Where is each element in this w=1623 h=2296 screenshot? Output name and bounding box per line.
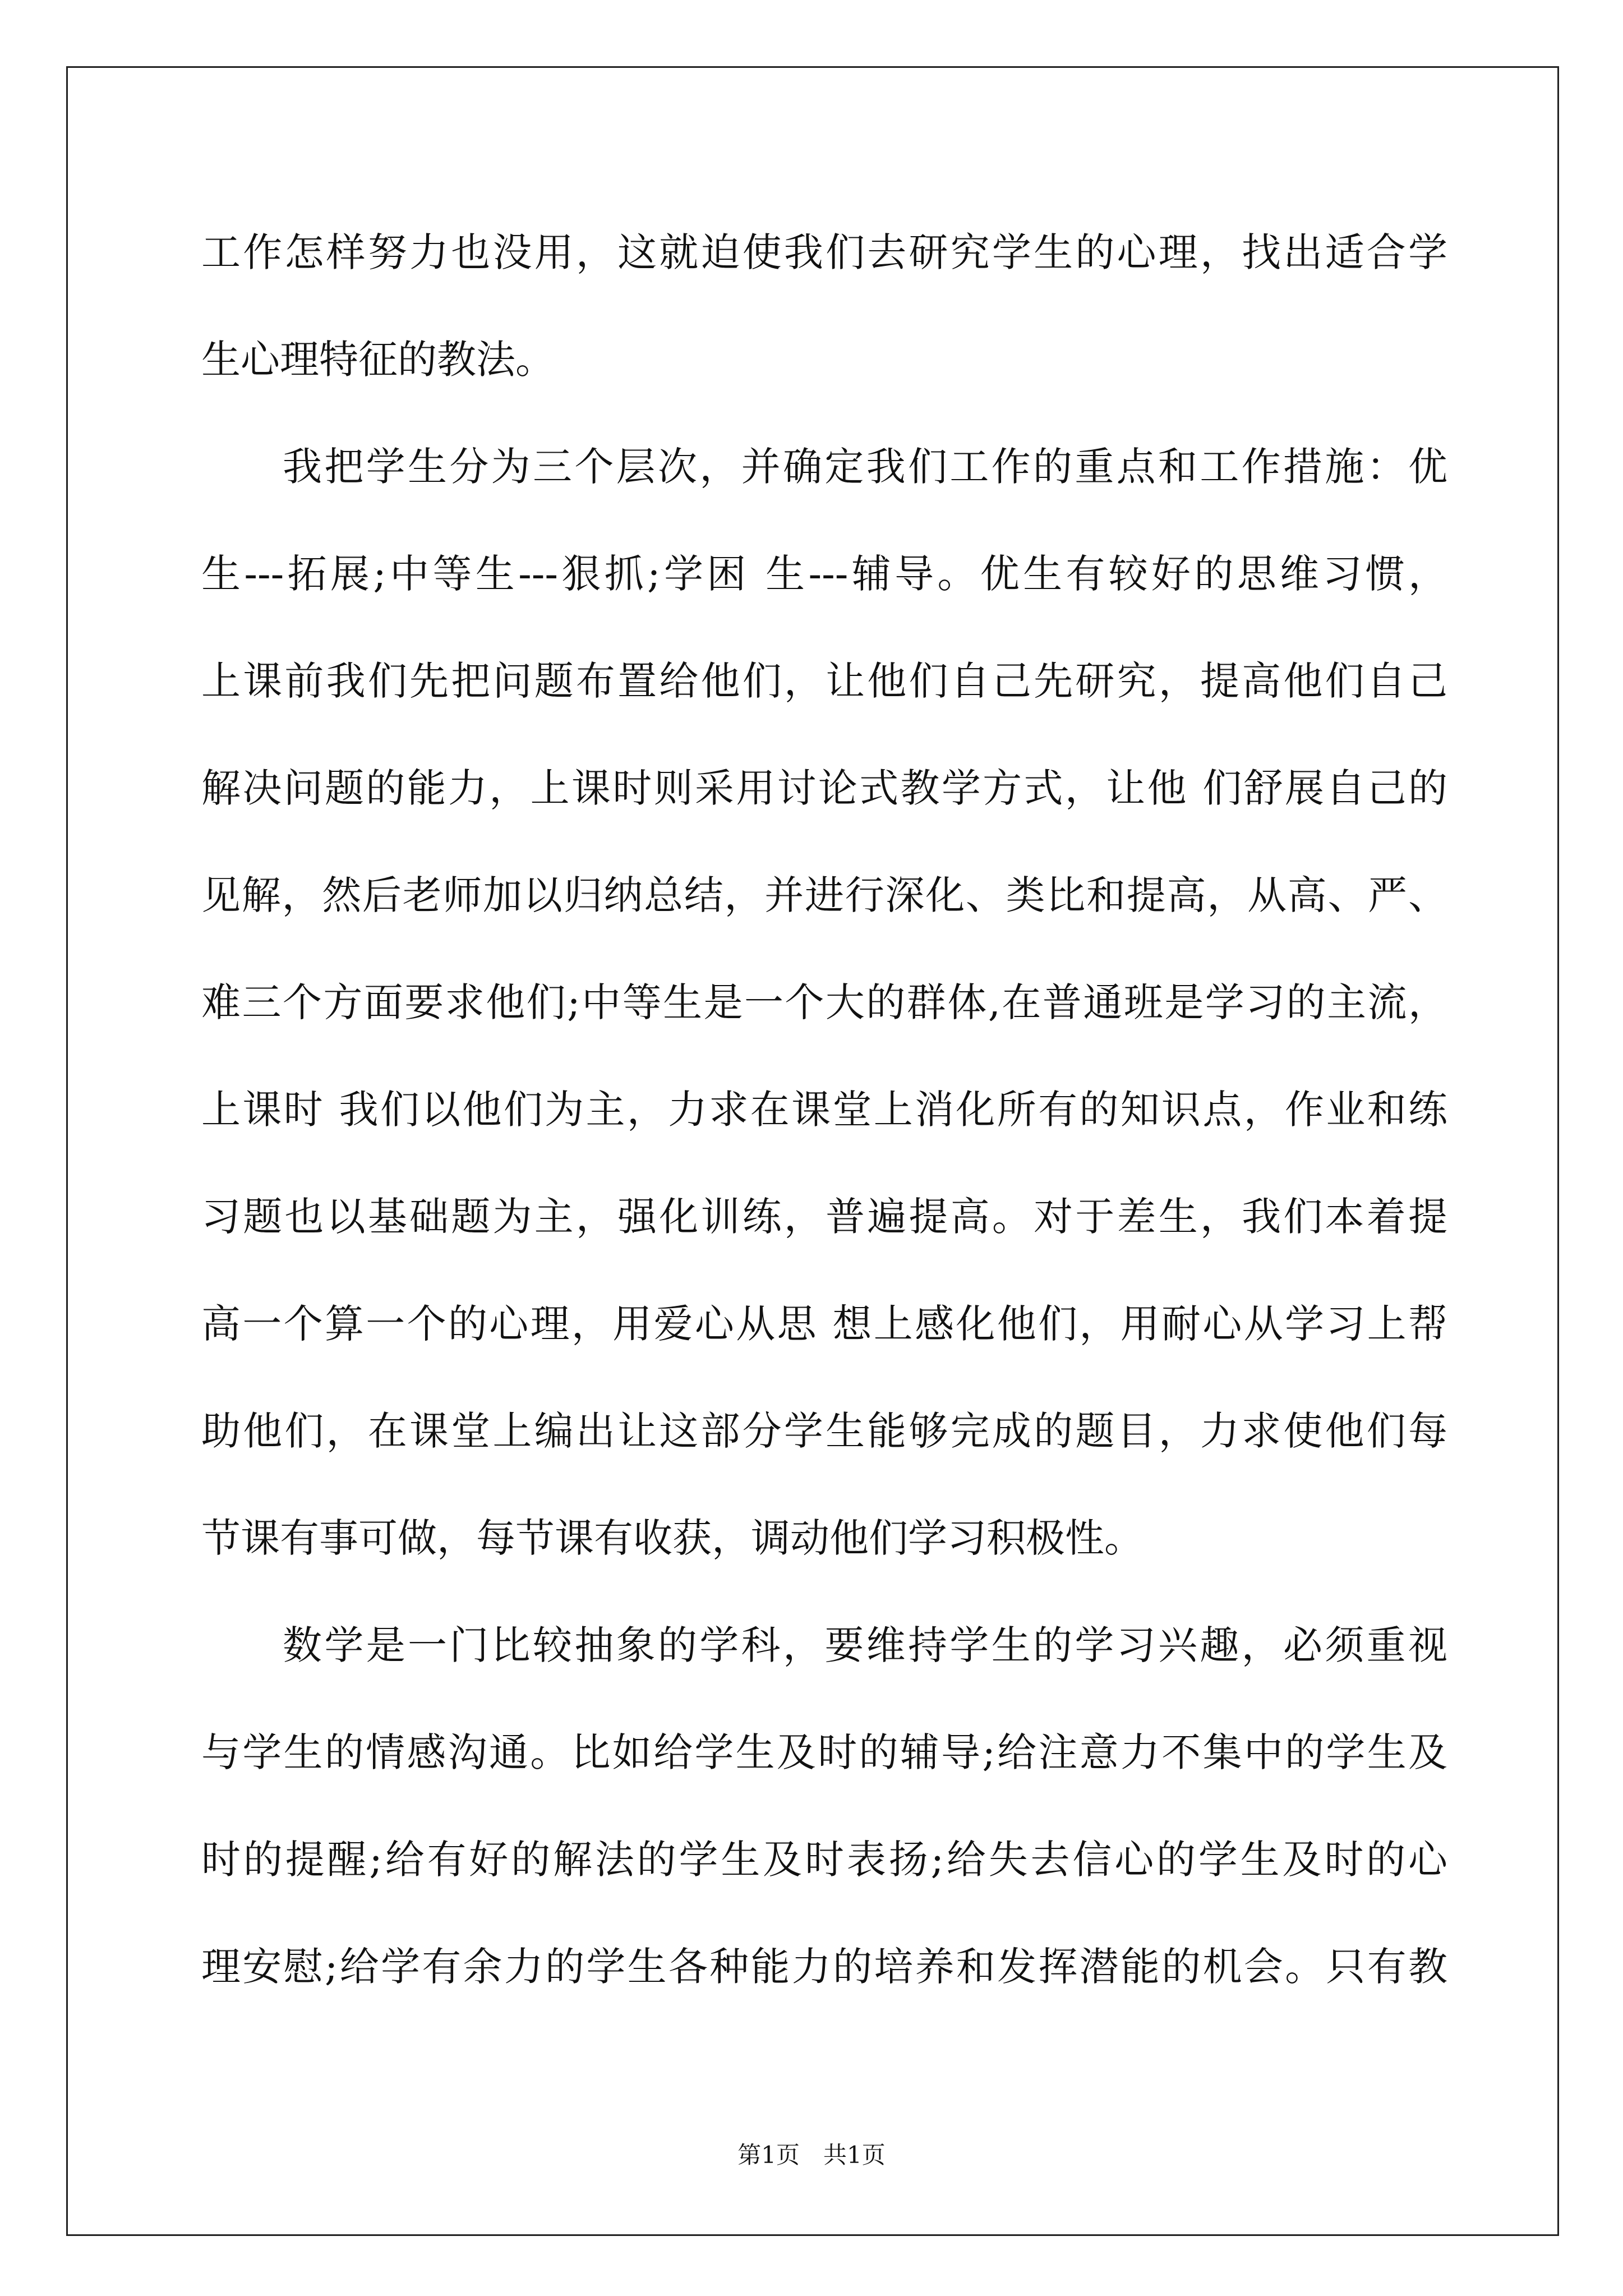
text-line: 上课时 我们以他们为主，力求在课堂上消化所有的知识点，作业和练 <box>201 1087 1447 1133</box>
text-line: 与学生的情感沟通。比如给学生及时的辅导;给注意力不集中的学生及 <box>201 1729 1447 1775</box>
paragraph-2 <box>201 413 1447 1592</box>
text-line: 难三个方面要求他们;中等生是一个大的群体,在普通班是学习的主流， <box>201 979 1447 1025</box>
text-line: 工作怎样努力也没用，这就迫使我们去研究学生的心理，找出适合学 <box>201 229 1447 275</box>
text-line: 习题也以基础题为主，强化训练，普遍提高。对于差生，我们本着提 <box>201 1194 1447 1240</box>
text-line: 时的提醒;给有好的解法的学生及时表扬;给失去信心的学生及时的心 <box>201 1837 1447 1883</box>
text-line: 生心理特征的教法。 <box>201 337 555 383</box>
text-line: 见解，然后老师加以归纳总结，并进行深化、类比和提高，从高、严、 <box>201 872 1447 918</box>
paragraph-1 <box>201 199 1447 413</box>
text-line: 生---拓展;中等生---狠抓;学困 生---辅导。优生有较好的思维习惯， <box>201 551 1447 597</box>
document-body <box>201 199 1447 2021</box>
text-line: 高一个算一个的心理，用爱心从思 想上感化他们，用耐心从学习上帮 <box>201 1301 1447 1347</box>
page-footer: 第1页 共1页 <box>737 2141 886 2169</box>
text-line: 理安慰;给学有余力的学生各种能力的培养和发挥潜能的机会。只有教 <box>201 1944 1447 1990</box>
text-line: 我把学生分为三个层次，并确定我们工作的重点和工作措施：优 <box>283 444 1447 490</box>
text-line: 解决问题的能力，上课时则采用讨论式教学方式，让他 们舒展自己的 <box>201 765 1447 811</box>
text-line: 助他们，在课堂上编出让这部分学生能够完成的题目，力求使他们每 <box>201 1408 1447 1454</box>
text-line: 节课有事可做，每节课有收获，调动他们学习积极性。 <box>201 1515 1144 1561</box>
text-line: 上课前我们先把问题布置给他们，让他们自己先研究，提高他们自己 <box>201 658 1447 704</box>
paragraph-3 <box>201 1592 1447 2021</box>
text-line: 数学是一门比较抽象的学科，要维持学生的学习兴趣，必须重视 <box>283 1622 1447 1668</box>
